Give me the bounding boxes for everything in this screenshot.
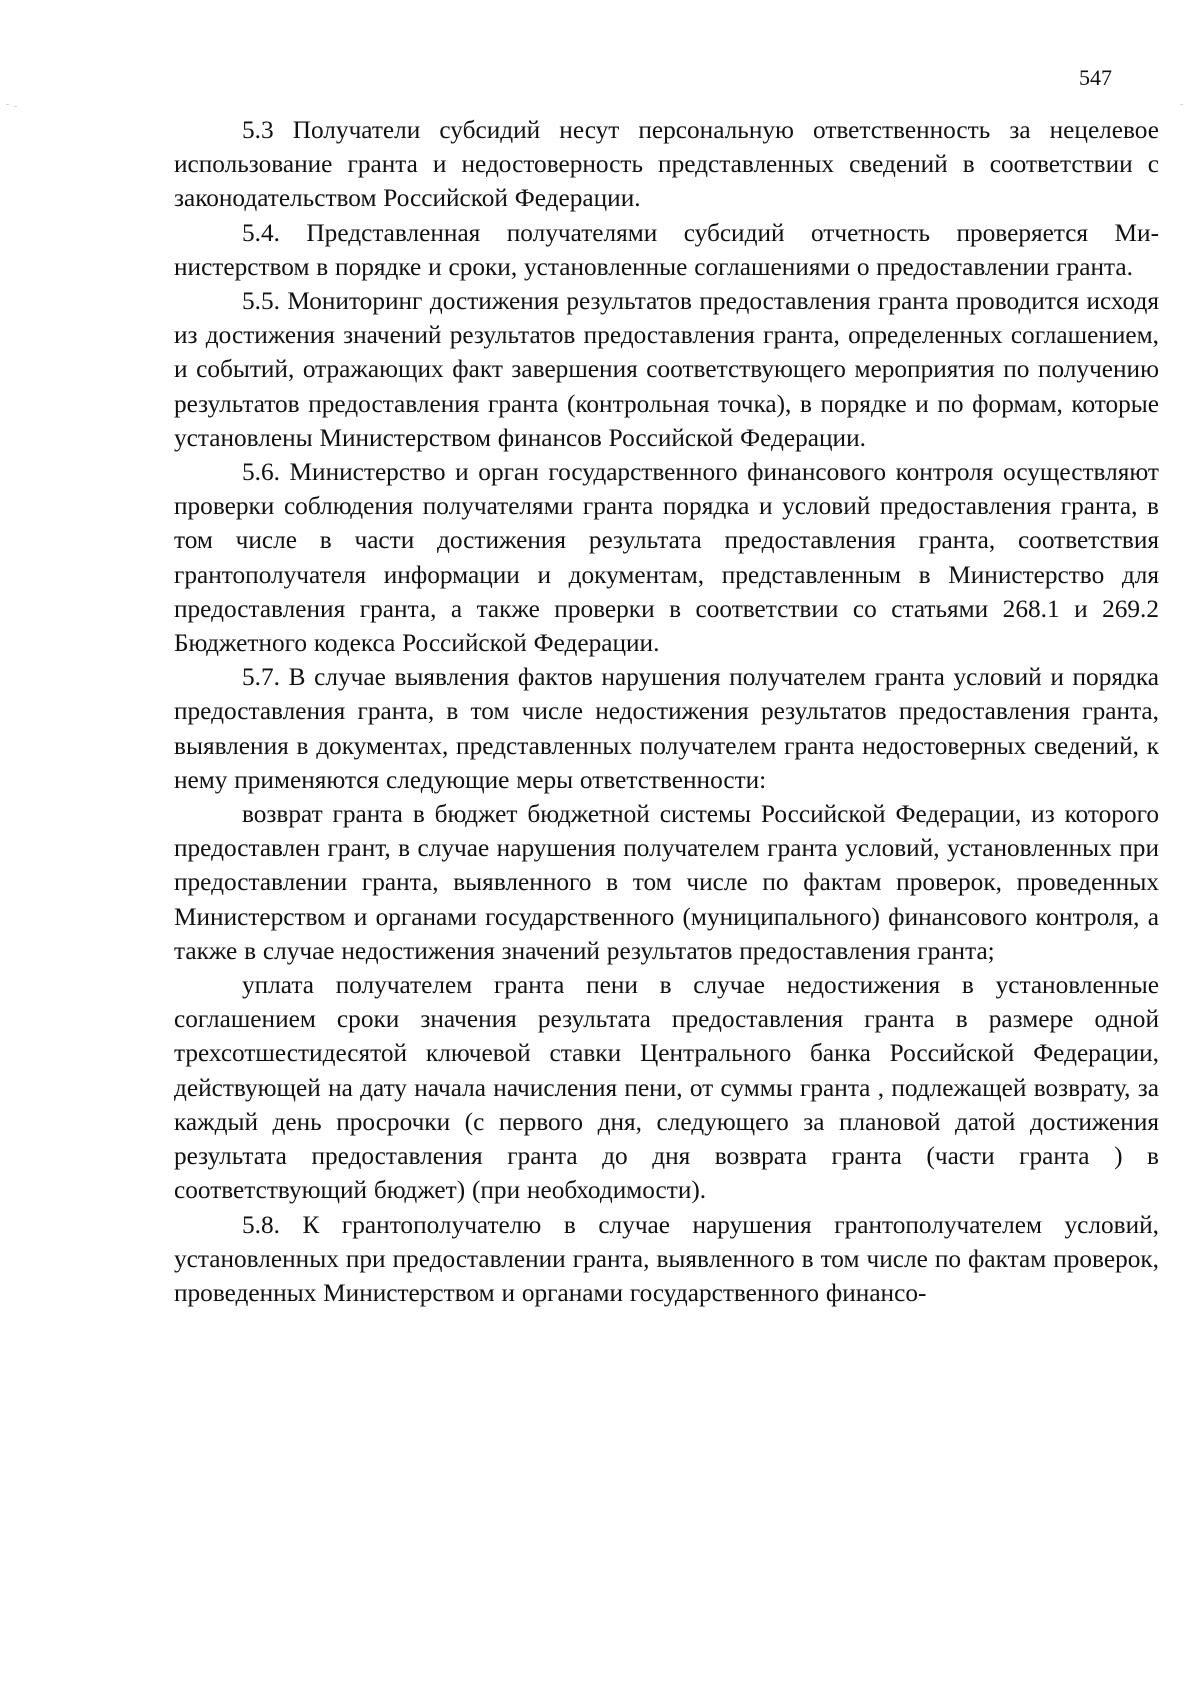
paragraph-5-7-measure-refund: возврат гранта в бюджет бюджетной системы Российской Федерации, из которого предоставлен грант, в случае нарушения получателем гранта условий, установленных при предоставлении гранта, выявленного в том числе по фактам проверок, проведенных Министерством и органами государственного (муниципального) финансового контроля, а также в случае недостижения значений результатов предоставления гранта;	[174, 800, 1159, 965]
paragraph-5-6: 5.6. Министерство и орган государственного финансового контроля осуществляют проверки соблюдения получателями гранта порядка и условий предоставления гранта, в том числе в части достижения результата предоставления гранта, соответствия грантополучателя информации и документам, представленным в Министерство для предоставления гранта, а также проверки в соответствии со статьями 268.1 и 269.2 Бюджетного кодекса Российской Федерации.	[174, 458, 1159, 658]
document-body	[174, 113, 1159, 1310]
paragraph-5-8: 5.8. К грантополучателю в случае нарушения грантополучателем условий, установленных при предоставлении гранта, выявленного в том числе по фактам проверок, проведенных Министерством и органами государственного финансо-	[174, 1210, 1159, 1307]
scan-artifact	[6, 104, 9, 105]
paragraph-5-7-measure-penalty: уплата получателем гранта пени в случае недостижения в установленные соглашением сроки значения результата предоставления гранта в размере одной трехсотшестидесятой ключевой ставки Центрального банка Российской Федерации, действующей на дату начала начисления пени, от суммы гранта , подлежащей возврату, за каждый день просрочки (с первого дня, следующего за плановой датой достижения результата предоставления гранта до дня возврата гранта (части гранта ) в соответствующий бюджет) (при необходимости).	[174, 971, 1159, 1205]
paragraph-5-7: 5.7. В случае выявления фактов нарушения получателем гранта условий и порядка предоставления гранта, в том числе недостижения результатов предоставления гранта, выявления в документах, представленных получателем гранта недостоверных сведений, к нему применяются следующие меры ответственности:	[174, 663, 1159, 794]
scan-artifact	[1180, 104, 1183, 105]
paragraph-5-3: 5.3 Получатели субсидий несут персональную ответственность за нецелевое использование гранта и недостоверность представленных сведений в соответствии с законодательством Российской Федерации.	[174, 116, 1159, 213]
page-number: 547	[1079, 65, 1112, 90]
paragraph-5-4: 5.4. Представленная получателями субсидий отчетность проверяется Министерством в порядке и сроки, установленные соглашениями о предоставлении гранта.	[174, 218, 1159, 281]
scan-artifact	[14, 106, 17, 107]
paragraph-5-5: 5.5. Мониторинг достижения результатов предоставления гранта проводится исходя из достижения значений результатов предоставления гранта, определенных соглашением, и событий, отражающих факт завершения соответствующего мероприятия по получению результатов предоставления гранта (контрольная точка), в порядке и по формам, которые установлены Министерством финансов Российской Федерации.	[174, 287, 1159, 452]
